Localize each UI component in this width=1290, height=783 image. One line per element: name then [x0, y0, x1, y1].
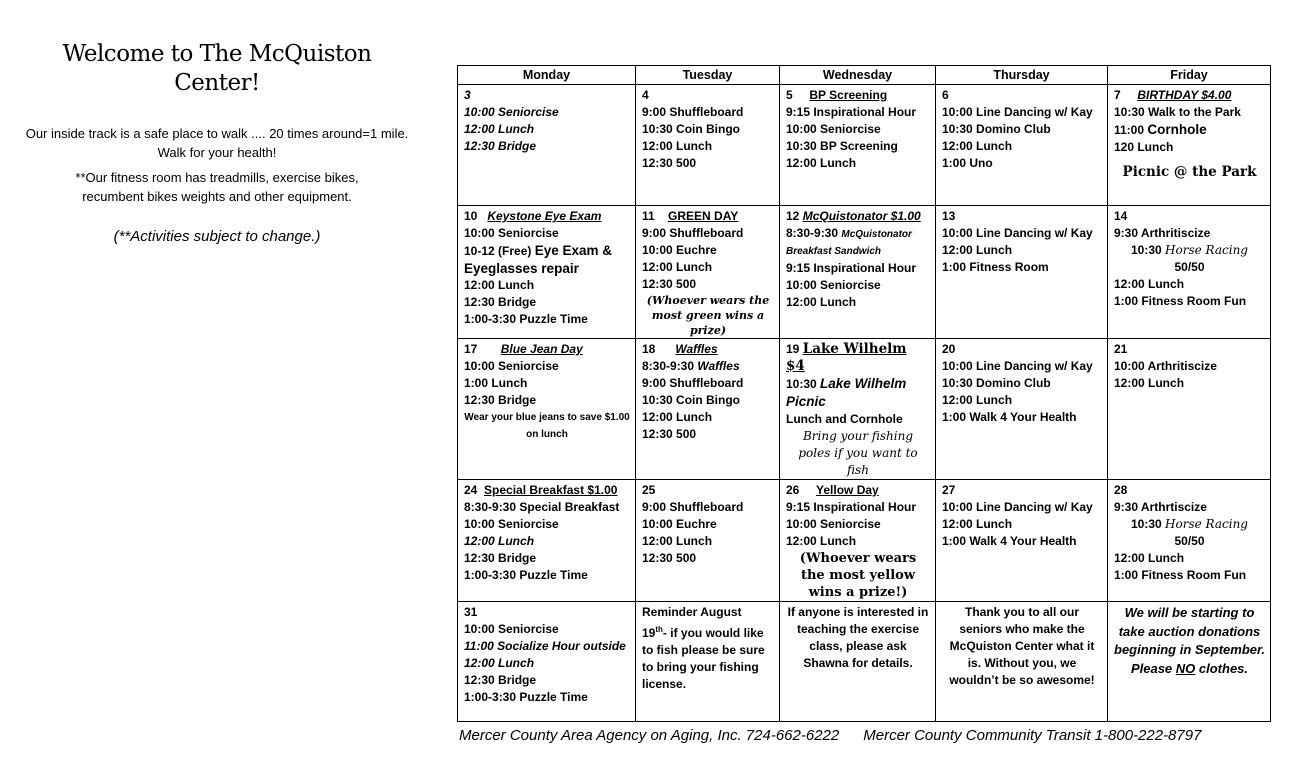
day-event: Yellow Day: [816, 483, 879, 497]
header-thursday: Thursday: [936, 66, 1108, 85]
activity: 12:00 Lunch: [464, 656, 535, 670]
activity: 11:00 Socialize Hour outside: [464, 639, 626, 653]
day-date: 13: [942, 209, 956, 223]
activity: 10:00 Seniorcise: [464, 517, 559, 531]
activity: [642, 358, 774, 375]
activity: 10:30 Domino Club: [942, 122, 1051, 136]
header-friday: Friday: [1108, 66, 1271, 85]
calendar-week-3: [458, 339, 1271, 480]
activity-highlight: Eyeglasses repair: [464, 261, 579, 276]
activity: 12:00 Lunch: [642, 139, 713, 153]
activity: 12:00 Lunch: [942, 393, 1013, 407]
activity: 10:00 Seniorcise: [464, 226, 559, 240]
day-cell-7: [1108, 85, 1271, 206]
activity: [464, 242, 630, 260]
calendar-week-4: [458, 480, 1271, 602]
day-cell-5: [780, 85, 936, 206]
activity: 12:00 Lunch: [1114, 551, 1185, 565]
activity: 10:30 Domino Club: [942, 376, 1051, 390]
day-event: BP Screening: [809, 88, 888, 102]
activity: 10:00 Seniorcise: [786, 278, 881, 292]
day-cell-25: [636, 480, 780, 602]
activity: 12:30 500: [642, 551, 697, 565]
header-monday: Monday: [458, 66, 636, 85]
day-date: 14: [1114, 209, 1128, 223]
day-event: McQuistonator $1.00: [802, 209, 921, 223]
day-date: 28: [1114, 483, 1128, 497]
activity-highlight: Waffles: [697, 359, 740, 373]
activity: 1:00-3:30 Puzzle Time: [464, 690, 588, 704]
activity: 10:30 Coin Bingo: [642, 122, 741, 136]
activity: [1114, 121, 1265, 139]
day-date: 19: [786, 342, 800, 356]
activity: 10:30 Walk to the Park: [1114, 105, 1241, 119]
thank-you-note: Thank you to all our seniors who make the McQuiston Center what it is. Without you, we wouldn’t be so awesome!: [949, 605, 1095, 687]
day-cell-19: [780, 339, 936, 480]
activity: 12:00 Lunch: [464, 534, 535, 548]
activity: 12:00 Lunch: [786, 534, 857, 548]
activity: [786, 225, 930, 243]
activity: 12:00 Lunch: [786, 156, 857, 170]
activity: 12:30 Bridge: [464, 673, 537, 687]
calendar-week-5: [458, 602, 1271, 722]
activity-detail: Breakfast Sandwich: [786, 246, 882, 257]
activity: 50/50: [1174, 534, 1205, 548]
activity: 9:30 Arthritiscize: [1114, 226, 1211, 240]
activity: 9:00 Shuffleboard: [642, 376, 744, 390]
day-heading: [786, 341, 930, 375]
activity: 10:00 Line Dancing w/ Kay: [942, 500, 1093, 514]
day-heading: [464, 341, 630, 358]
activity: 12:00 Lunch: [786, 295, 857, 309]
activity: 9:30 Arthrtiscize: [1114, 500, 1207, 514]
fitness-room-info: **Our fitness room has treadmills, exercise bikes, recumbent bikes weights and other equipment.: [75, 170, 359, 204]
day-date: 10: [464, 209, 478, 223]
activity-detail: McQuistonator: [841, 229, 912, 240]
day-date: 21: [1114, 342, 1128, 356]
day-cell-12: [780, 206, 936, 339]
activity: 1:00-3:30 Puzzle Time: [464, 312, 588, 326]
activity: 9:00 Shuffleboard: [642, 500, 744, 514]
reminder-text: [642, 626, 765, 691]
reminder-body: - if you would like to fish please be sure to bring your fishing license.: [642, 626, 765, 691]
day-date: 3: [464, 88, 471, 102]
activity-time: 10:30: [786, 377, 817, 391]
day-cell-21: [1108, 339, 1271, 480]
day-cell-10: [458, 206, 636, 339]
activity: 1:00 Walk 4 Your Health: [942, 534, 1077, 548]
event-note: (Whoever wears the most yellow wins a prize!): [799, 551, 917, 600]
activity: 9:15 Inspirational Hour: [786, 105, 917, 119]
day-date: 27: [942, 483, 956, 497]
footer-transit: Mercer County Community Transit 1-800-222-8797: [863, 727, 1202, 744]
activity: 8:30-9:30 Special Breakfast: [464, 500, 620, 514]
day-heading: [464, 208, 630, 225]
activity-time: 8:30-9:30: [786, 226, 839, 240]
day-cell-24: [458, 480, 636, 602]
header-wednesday: Wednesday: [780, 66, 936, 85]
day-date: 31: [464, 605, 478, 619]
activity: 10:30 Coin Bingo: [642, 393, 741, 407]
activity: 1:00-3:30 Puzzle Time: [464, 568, 588, 582]
day-cell-17: [458, 339, 636, 480]
activity: 12:30 Bridge: [464, 551, 537, 565]
day-date: 7: [1114, 88, 1121, 102]
activity-time: 8:30-9:30: [642, 359, 695, 373]
activity: 9:00 Shuffleboard: [642, 105, 744, 119]
day-cell-11: [636, 206, 780, 339]
day-date: 20: [942, 342, 956, 356]
disclaimer-text: (**Activities subject to change.): [113, 228, 321, 245]
header-tuesday: Tuesday: [636, 66, 780, 85]
activities-disclaimer: [22, 228, 412, 245]
activity: 10:00 Euchre: [642, 517, 717, 531]
activity: 9:00 Shuffleboard: [642, 226, 744, 240]
day-date: 18: [642, 342, 656, 356]
activity: 12:30 500: [642, 427, 697, 441]
day-date: 5: [786, 88, 793, 102]
day-date: 24: [464, 483, 478, 497]
activity: 10:00 Seniorcise: [464, 359, 559, 373]
activity: 12:00 Lunch: [942, 243, 1013, 257]
activity: 12:30 500: [642, 156, 697, 170]
day-cell-4: [636, 85, 780, 206]
reminder-date: 19: [642, 626, 656, 640]
activity: 12:30 Bridge: [464, 139, 537, 153]
activity-highlight: Cornhole: [1147, 122, 1207, 137]
calendar-week-2: [458, 206, 1271, 339]
day-event: Waffles: [675, 342, 718, 356]
day-heading: [642, 208, 774, 225]
activity-time: 10-12 (Free): [464, 244, 532, 258]
activity-highlight: Horse Racing: [1165, 243, 1248, 257]
day-event: Keystone Eye Exam: [487, 209, 602, 223]
thank-you-cell: [936, 602, 1108, 722]
calendar-week-1: [458, 85, 1271, 206]
day-heading: [786, 87, 930, 104]
exercise-teacher-notice-cell: [780, 602, 936, 722]
day-heading: [642, 341, 774, 358]
activity: 1:00 Uno: [942, 156, 993, 170]
activity: 12:00 Lunch: [642, 410, 713, 424]
activity: 12:00 Lunch: [464, 122, 535, 136]
activity-highlight: Picnic @ the Park: [1122, 164, 1257, 180]
day-date: 25: [642, 483, 656, 497]
activity: 10:00 Euchre: [642, 243, 717, 257]
activity: 1:00 Fitness Room Fun: [1114, 294, 1247, 308]
day-event: Blue Jean Day: [500, 342, 583, 356]
welcome-title: [22, 40, 412, 98]
activity: 12:00 Lunch: [1114, 376, 1185, 390]
day-date: 12: [786, 209, 800, 223]
activity-time: 11:00: [1114, 123, 1145, 137]
activity: 1:00 Lunch: [464, 376, 528, 390]
activity: 10:30 BP Screening: [786, 139, 898, 153]
auction-notice-emphasis: NO: [1175, 660, 1196, 676]
activity: 1:00 Fitness Room Fun: [1114, 568, 1247, 582]
activity: 10:00 Seniorcise: [464, 105, 559, 119]
day-cell-27: [936, 480, 1108, 602]
day-event: BIRTHDAY $4.00: [1137, 88, 1232, 102]
reminder-date-suffix: th: [655, 625, 663, 634]
activity: [786, 375, 930, 411]
day-date: 6: [942, 88, 949, 102]
welcome-panel: [22, 40, 412, 245]
activity: 12:00 Lunch: [942, 517, 1013, 531]
day-cell-26: [780, 480, 936, 602]
activity: 10:00 Seniorcise: [464, 622, 559, 636]
activity: 12:00 Lunch: [464, 278, 535, 292]
activity: 120 Lunch: [1114, 140, 1174, 154]
activity: 9:15 Inspirational Hour: [786, 261, 917, 275]
day-date: 17: [464, 342, 478, 356]
footer-contacts: [459, 727, 1270, 744]
activity: 12:30 500: [642, 277, 697, 291]
day-heading: [786, 208, 930, 225]
activity-time: 10:30: [1131, 243, 1162, 257]
activity-highlight: Lake Wilhelm Picnic: [786, 376, 907, 409]
day-date: 11: [642, 209, 655, 223]
reminder-cell: [636, 602, 780, 722]
activity: 12:30 Bridge: [464, 393, 537, 407]
day-cell-31: [458, 602, 636, 722]
welcome-title-line2: Center!: [174, 70, 260, 96]
welcome-title-line1: Welcome to The McQuiston: [62, 41, 372, 67]
event-note: Wear your blue jeans to save $1.00 on lunch: [464, 412, 630, 440]
activity: [1114, 516, 1265, 533]
day-date: 4: [642, 88, 649, 102]
day-cell-13: [936, 206, 1108, 339]
footer-aging-agency: Mercer County Area Agency on Aging, Inc. 724-662-6222: [459, 727, 840, 744]
activity: 10:00 Line Dancing w/ Kay: [942, 226, 1093, 240]
reminder-heading: Reminder August: [642, 605, 742, 619]
activity: 10:00 Line Dancing w/ Kay: [942, 105, 1093, 119]
activity-highlight: Eye Exam &: [534, 243, 613, 258]
activity-highlight: Horse Racing: [1165, 517, 1248, 531]
track-info: Our inside track is a safe place to walk .... 20 times around=1 mile. Walk for your health!: [25, 126, 409, 160]
activity: 12:00 Lunch: [1114, 277, 1185, 291]
day-heading: [1114, 87, 1265, 104]
day-date: 26: [786, 483, 800, 497]
day-cell-20: [936, 339, 1108, 480]
activity: 10:00 Line Dancing w/ Kay: [942, 359, 1093, 373]
activity: 12:30 Bridge: [464, 295, 537, 309]
day-cell-18: [636, 339, 780, 480]
activity-time: 10:30: [1131, 517, 1162, 531]
event-note: Bring your fishing poles if you want to fish: [798, 429, 918, 477]
activity: [1114, 242, 1265, 259]
activity: 12:00 Lunch: [942, 139, 1013, 153]
activity: 1:00 Walk 4 Your Health: [942, 410, 1077, 424]
activity: 12:00 Lunch: [642, 534, 713, 548]
day-cell-3: [458, 85, 636, 206]
activity: 10:00 Arthritiscize: [1114, 359, 1217, 373]
day-cell-28: [1108, 480, 1271, 602]
activity: 9:15 Inspirational Hour: [786, 500, 917, 514]
activity: Lunch and Cornhole: [786, 412, 903, 426]
exercise-teacher-notice: If anyone is interested in teaching the exercise class, please ask Shawna for details.: [787, 605, 929, 670]
activity: 10:00 Seniorcise: [786, 517, 881, 531]
day-heading: [786, 482, 930, 499]
day-event: Special Breakfast $1.00: [484, 483, 618, 497]
auction-notice: We will be starting to take auction donations beginning in September. Please: [1114, 605, 1265, 676]
day-heading: [464, 482, 630, 499]
activity: 12:00 Lunch: [642, 260, 713, 274]
activity: 50/50: [1174, 260, 1205, 274]
calendar-header-row: [458, 66, 1271, 85]
auction-notice-end: clothes.: [1195, 660, 1249, 676]
day-cell-6: [936, 85, 1108, 206]
day-cell-14: [1108, 206, 1271, 339]
event-note: (Whoever wears the most green wins a prize): [646, 294, 770, 337]
activity: 10:00 Seniorcise: [786, 122, 881, 136]
auction-notice-cell: [1108, 602, 1271, 722]
activity: 1:00 Fitness Room: [942, 260, 1049, 274]
day-event: GREEN DAY: [668, 209, 739, 223]
day-event: Lake Wilhelm $4: [786, 341, 907, 374]
calendar-table: [457, 65, 1271, 722]
